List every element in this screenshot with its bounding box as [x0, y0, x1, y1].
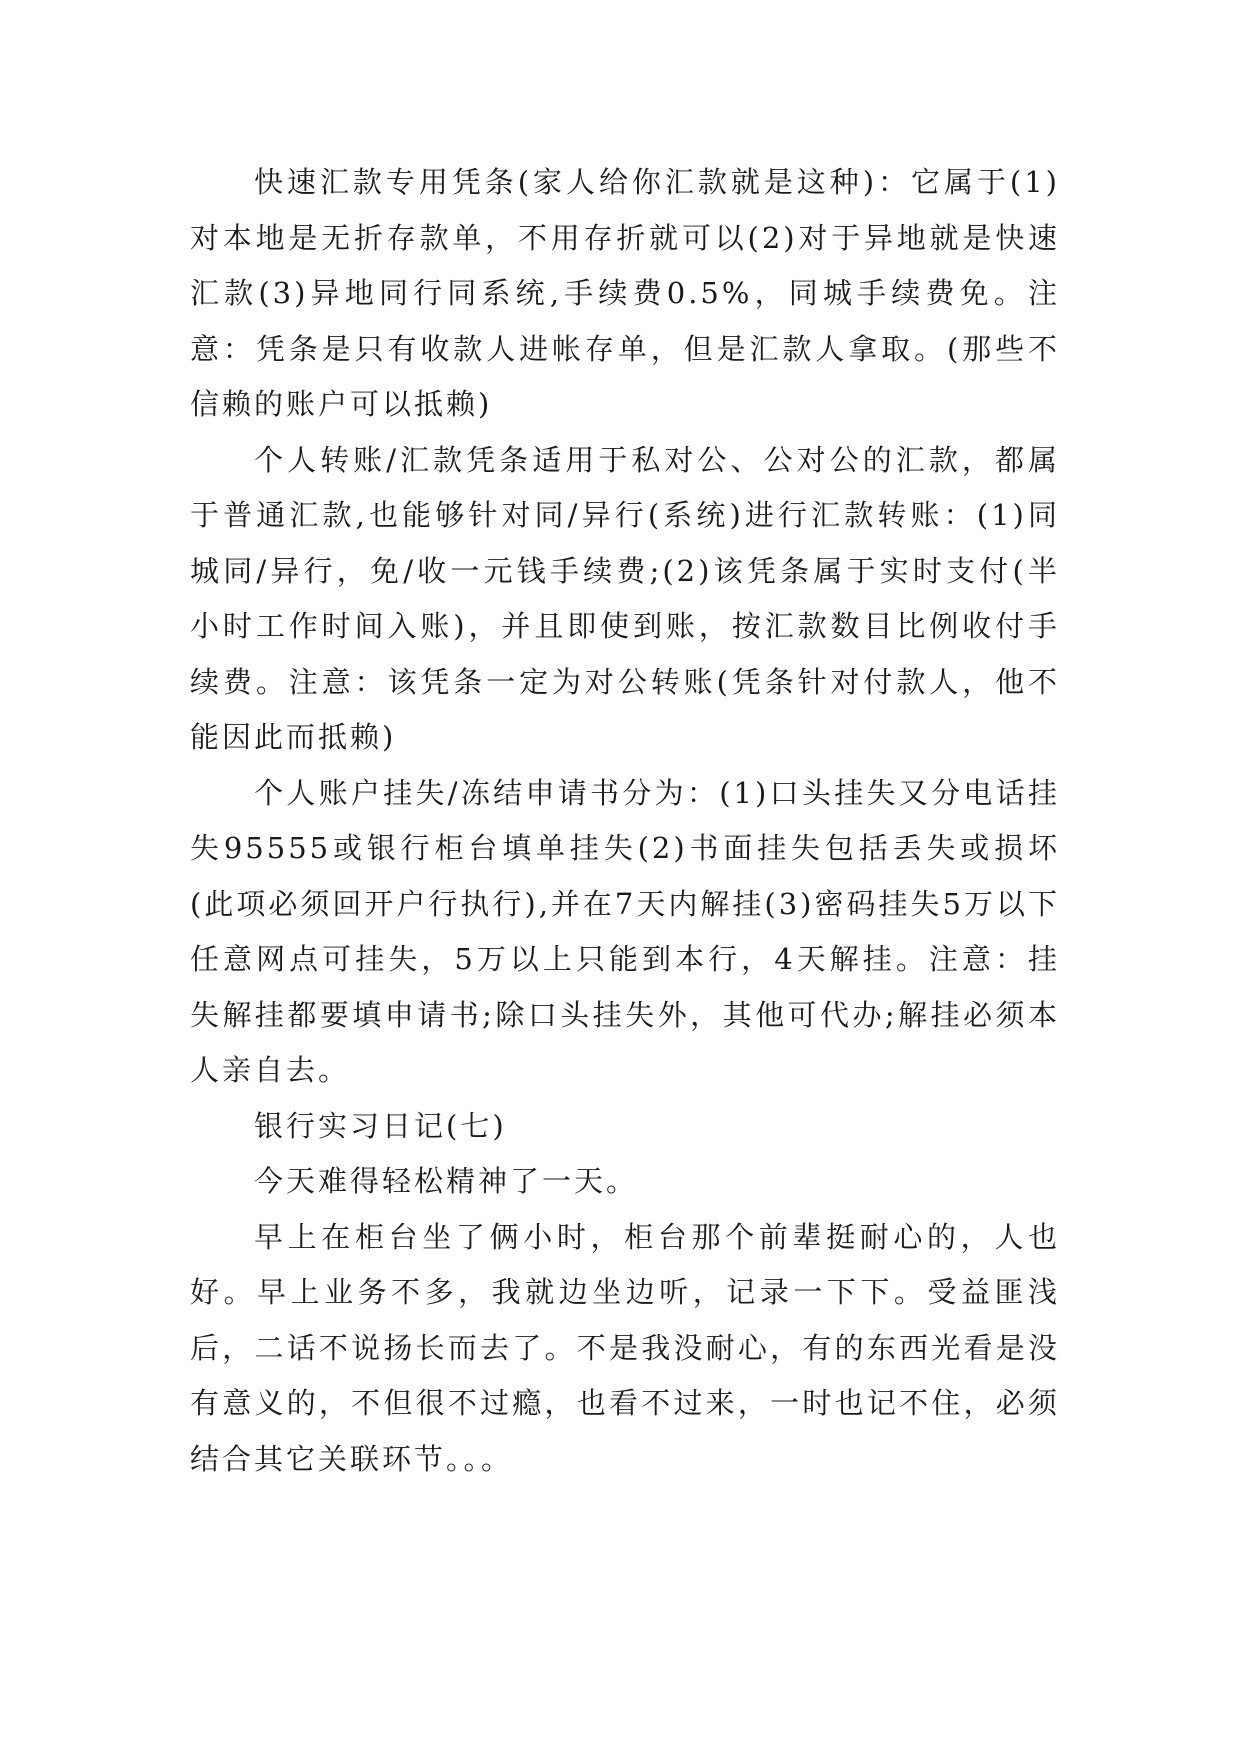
paragraph-account-loss-report: 个人账户挂失/冻结申请书分为：(1)口头挂失又分电话挂失95555或银行柜台填单挂失(2)书面挂失包括丢失或损坏(此项必须回开户行执行),并在7天内解挂(3)密码挂失5万以下任意网点可挂失，5万以上只能到本行，4天解挂。注意：挂失解挂都要填申请书;除口头挂失外，其他可代办;解挂必须本人亲自去。 [190, 775, 1060, 1087]
paragraph-personal-transfer: 个人转账/汇款凭条适用于私对公、公对公的汇款，都属于普通汇款,也能够针对同/异行(系统)进行汇款转账：(1)同城同/异行，免/收一元钱手续费;(2)该凭条属于实时支付(半小时工作时间入账)，并且即使到账，按汇款数目比例收付手续费。注意：该凭条一定为对公转账(凭条针对付款人，他不能因此而抵赖) [190, 442, 1060, 754]
paragraph-today: 今天难得轻松精神了一天。 [254, 1164, 639, 1198]
paragraph-quick-remittance: 快速汇款专用凭条(家人给你汇款就是这种)：它属于(1)对本地是无折存款单，不用存折就可以(2)对于异地就是快速汇款(3)异地同行同系统,手续费0.5%，同城手续费免。注意：凭条是只有收款人进帐存单，但是汇款人拿取。(那些不信赖的账户可以抵赖) [190, 165, 1060, 421]
paragraph-morning-counter: 早上在柜台坐了俩小时，柜台那个前辈挺耐心的，人也好。早上业务不多，我就边坐边听，记录一下下。受益匪浅后，二话不说扬长而去了。不是我没耐心，有的东西光看是没有意义的，不但很不过瘾，也看不过来，一时也记不住，必须结合其它关联环节。。。 [190, 1219, 1060, 1476]
document-body [190, 155, 1060, 1487]
diary-heading: 银行实习日记(七) [254, 1108, 507, 1143]
